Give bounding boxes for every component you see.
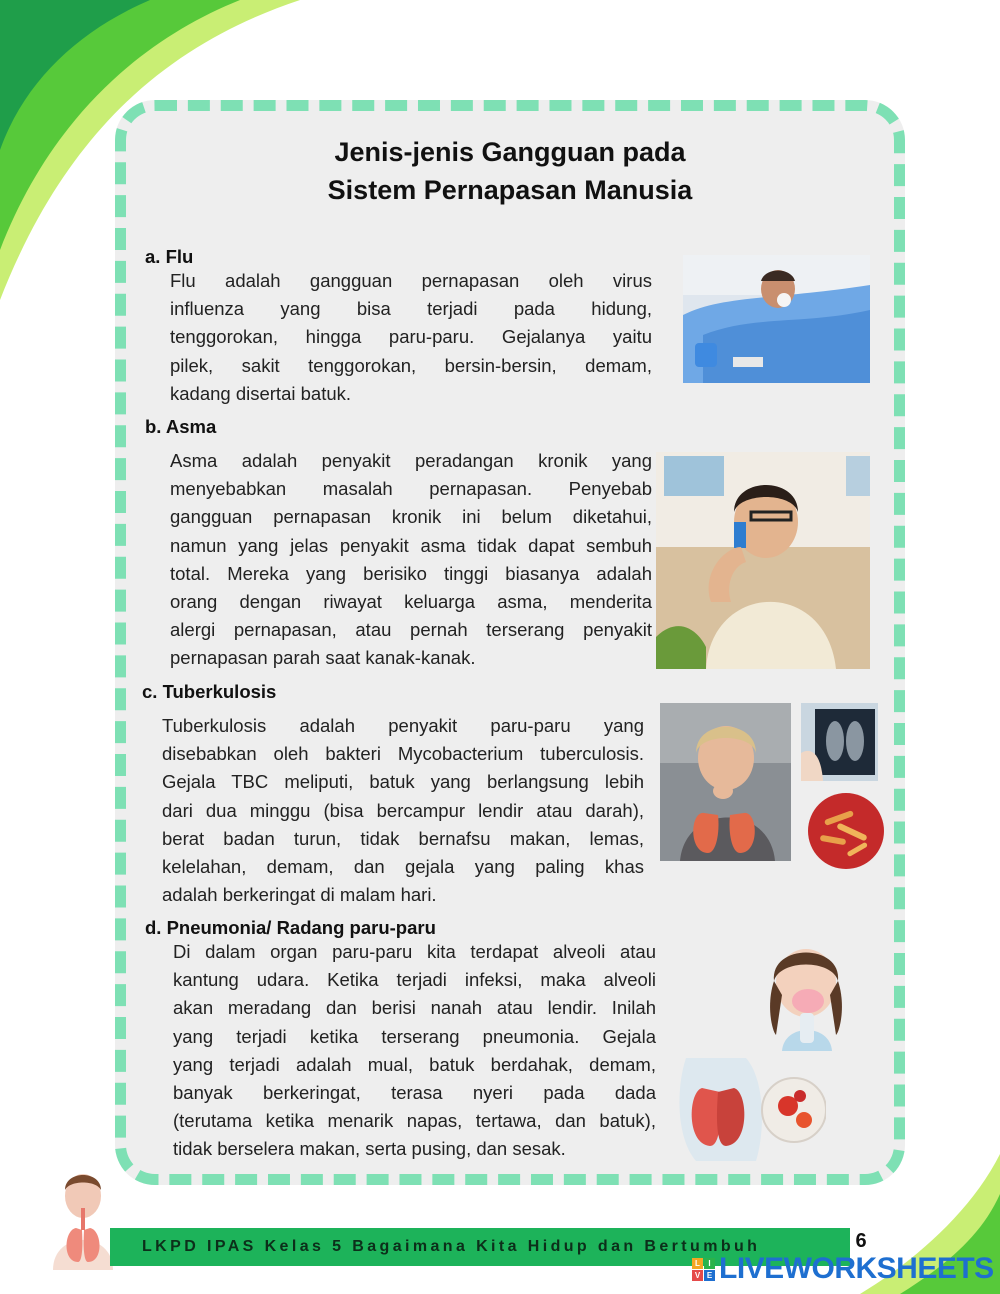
text-line: orang dengan riwayat keluarga asma, menderita: [170, 591, 652, 613]
text-line: Di dalam organ paru-paru kita terdapat alveoli atau: [173, 941, 656, 962]
paragraph-tuberkulosis: [162, 712, 644, 909]
paragraph-asma: [170, 447, 652, 673]
text-line: adalah berkeringat di malam hari.: [162, 884, 437, 906]
child-nebulizer-photo: [752, 935, 860, 1051]
bacteria-illustration: [806, 793, 887, 870]
text-line: yang terjadi ketika terserang pneumonia. Gejala: [173, 1025, 656, 1047]
text-line: alergi pernapasan, atau pernah terserang penyakit: [170, 619, 652, 641]
text-line: Flu adalah gangguan pernapasan oleh virus: [170, 270, 652, 291]
paragraph-pneumonia: [173, 938, 656, 1164]
text-line: berat badan turun, tidak bernafsu makan, lemas,: [162, 827, 644, 849]
text-line: Asma adalah penyakit peradangan kronik yang: [170, 450, 652, 471]
respiratory-anatomy-illustration: [48, 1170, 118, 1270]
title-line-1: Jenis-jenis Gangguan pada: [334, 137, 686, 167]
text-line: (terutama ketika menarik napas, tertawa, dan batuk),: [173, 1110, 656, 1132]
section-heading-tuberkulosis: c. Tuberkulosis: [142, 681, 277, 702]
footer-text: LKPD IPAS Kelas 5 Bagaimana Kita Hidup dan Bertumbuh: [142, 1238, 761, 1255]
section-heading-flu: a. Flu: [145, 246, 194, 267]
text-line: kelelahan, demam, dan gejala yang paling khas: [162, 856, 644, 878]
text-line: menyebabkan masalah pernapasan. Penyebab: [170, 478, 652, 500]
text-line: dari dua minggu (bisa bercampur lendir atau darah),: [162, 799, 644, 821]
xray-photo: [801, 703, 878, 781]
text-line: influenza yang bisa terjadi pada hidung,: [170, 298, 652, 320]
title-line-2: Sistem Pernapasan Manusia: [327, 175, 693, 205]
text-line: gangguan pernapasan kronik ini belum diketahui,: [170, 506, 652, 528]
section-heading-pneumonia: d. Pneumonia/ Radang paru-paru: [145, 917, 436, 938]
flu-photo: [683, 255, 870, 383]
paragraph-flu: [170, 267, 652, 408]
text-line: akan meradang dan berisi nanah atau lendir. Inilah: [173, 997, 656, 1019]
text-line: yang terjadi adalah mual, batuk berdahak, demam,: [173, 1053, 656, 1075]
text-line: kadang disertai batuk.: [170, 382, 352, 404]
text-line: tenggorokan, hingga paru-paru. Gejalanya yaitu: [170, 326, 652, 348]
text-line: Tuberkulosis adalah penyakit paru-paru yang: [162, 715, 644, 736]
liveworksheets-wordmark: LIVEWORKSHEETS: [719, 1252, 994, 1285]
cube-letter: L: [692, 1258, 703, 1269]
text-line: Gejala TBC meliputi, batuk yang berlangsung lebih: [162, 771, 644, 793]
text-line: namun yang jelas penyakit asma tidak dapat sembuh: [170, 534, 652, 556]
liveworksheets-logo[interactable]: [692, 1252, 994, 1286]
asthma-inhaler-photo: [656, 452, 870, 669]
cube-letter: E: [704, 1270, 715, 1281]
tuberculosis-coughing-photo: [660, 703, 791, 861]
page-number: 6: [855, 1230, 867, 1252]
cube-letter: I: [704, 1258, 715, 1269]
text-line: disebabkan oleh bakteri Mycobacterium tuberculosis.: [162, 743, 644, 765]
cube-letter: V: [692, 1270, 703, 1281]
section-heading-asma: b. Asma: [145, 416, 217, 437]
text-line: pernapasan parah saat kanak-kanak.: [170, 647, 476, 669]
text-line: kantung udara. Ketika terjadi infeksi, maka alveoli: [173, 969, 656, 991]
page-title: [115, 133, 905, 209]
text-line: tidak berselera makan, serta pusing, dan sesak.: [173, 1138, 566, 1160]
liveworksheets-cubes-icon: [692, 1258, 715, 1281]
text-line: total. Mereka yang berisiko tinggi biasanya adalah: [170, 562, 652, 584]
text-line: banyak berkeringat, terasa nyeri pada dada: [173, 1082, 656, 1104]
pneumonia-lungs-illustration: [676, 1058, 826, 1161]
text-line: pilek, sakit tenggorokan, bersin-bersin, demam,: [170, 354, 652, 376]
